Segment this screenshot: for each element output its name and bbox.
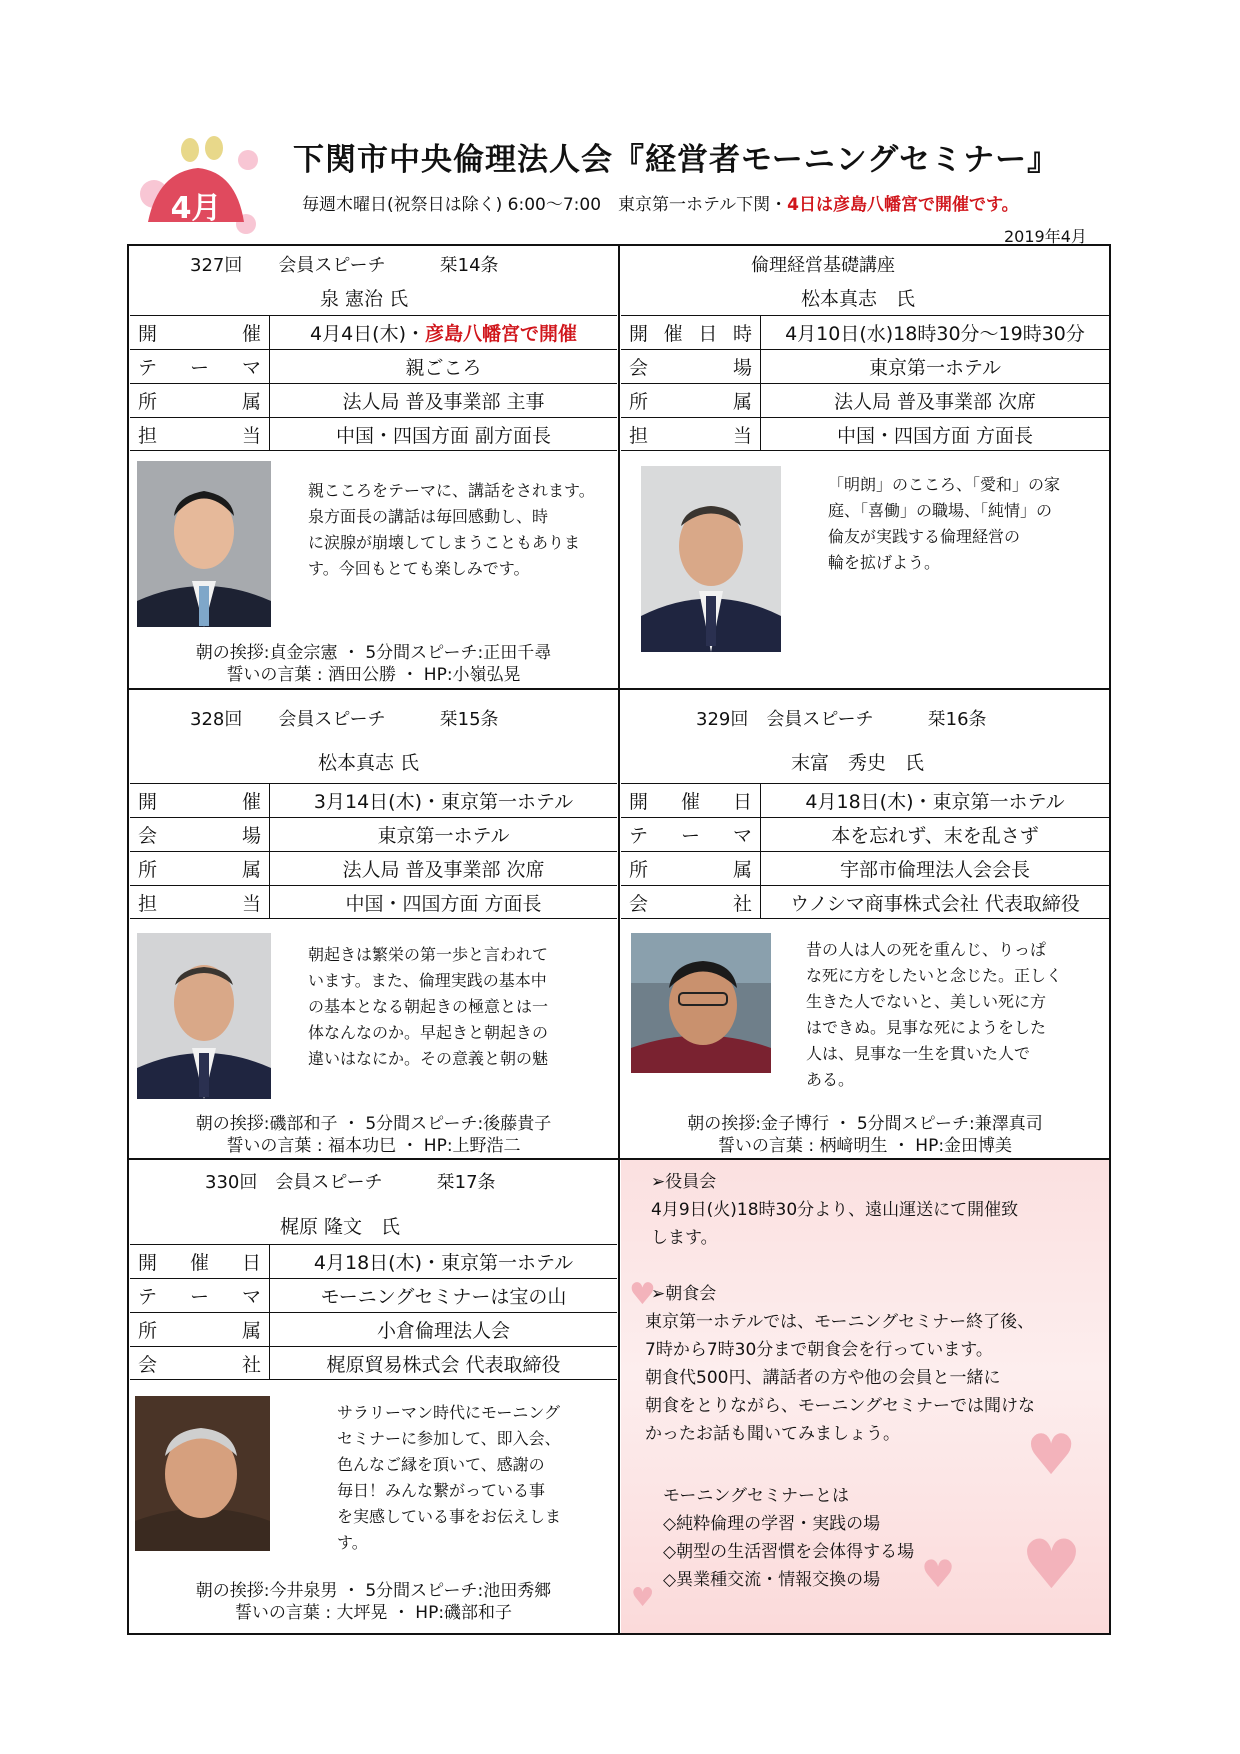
seminar-327 — [130, 246, 617, 688]
info-row — [130, 315, 617, 349]
info-row — [130, 1346, 617, 1380]
info-value: モーニングセミナーは宝の山 — [320, 1286, 567, 1308]
subtitle-main: 毎週木曜日(祝祭日は除く) 6:00～7:00 東京第一ホテル下関・ — [302, 195, 788, 215]
info-value: 中国・四国方面 副方面長 — [335, 424, 552, 447]
info-value: 4月18日(木)・東京第一ホテル — [313, 1252, 574, 1274]
info-value: 小倉倫理法人会 — [376, 1320, 510, 1342]
seminar-329 — [621, 690, 1109, 1158]
speaker-photo — [137, 933, 271, 1099]
speaker-name: 松本真志 氏 — [318, 752, 420, 774]
info-label: 会 場 — [130, 818, 270, 851]
info-value: 東京第一ホテル — [377, 825, 510, 847]
info-label: 所 属 — [130, 384, 270, 417]
issue-date: 2019年4月 — [1004, 227, 1087, 246]
info-row — [621, 383, 1109, 417]
roles-footer: 朝の挨拶:磯部和子 ・ 5分間スピーチ:後藤貴子 誓いの言葉 : 福本功巳 ・ HP:上野浩二 — [195, 1114, 552, 1156]
info-value: 法人局 普及事業部 主事 — [342, 391, 545, 413]
info-row — [130, 783, 617, 817]
seminar-description: 「明朗」のこころ、「愛和」の家 庭、「喜働」の職場、「純情」の 倫友が実践する倫理経営の 輪を拡げよう。 — [828, 475, 1061, 572]
info-label: 開 催 日 — [130, 1245, 270, 1278]
ms-title: モーニングセミナーとは — [663, 1486, 849, 1506]
info-label: 開 催 — [130, 316, 270, 349]
info-value: 中国・四国方面 方面長 — [836, 424, 1034, 447]
info-table — [130, 783, 617, 919]
speaker-photo — [135, 1396, 270, 1551]
roles-footer: 朝の挨拶:金子博行 ・ 5分間スピーチ:兼澤真司 誓いの言葉 : 柄﨑明生 ・ HP:金田博美 — [687, 1114, 1043, 1156]
info-label: 会 社 — [130, 1347, 270, 1379]
seminar-328 — [130, 690, 617, 1158]
seminar-description: 昔の人は人の死を重んじ、りっぱ な死に方をしたいと念じた。正しく 生きた人でないと、美しい死に方 はできぬ。見事な死にようをした 人は、見事な一生を貫いた人で ある。 — [806, 940, 1063, 1089]
info-row — [621, 315, 1109, 349]
info-value: 宇部市倫理法人会会長 — [839, 859, 1030, 881]
heart-icon: ♥ — [1021, 1526, 1082, 1605]
info-label: 所 属 — [621, 852, 761, 885]
seminar-description: 朝起きは繁栄の第一歩と言われて います。また、倫理実践の基本中 の基本となる朝起きの極意とは一 体なんなのか。早起きと朝起きの 違いはなにか。その意義と朝の魅 — [308, 945, 549, 1068]
heart-icon: ♥ — [631, 1583, 655, 1613]
seminar-header: 倫理経営基礎講座 — [751, 255, 895, 276]
info-label: テ ー マ — [130, 350, 270, 383]
info-label: テ ー マ — [621, 818, 761, 851]
roles-footer: 朝の挨拶:今井泉男 ・ 5分間スピーチ:池田秀郷 誓いの言葉 : 大坪晃 ・ HP:磯部和子 — [195, 1581, 552, 1623]
info-row — [130, 885, 617, 919]
info-label: 会 場 — [621, 350, 761, 383]
heart-icon: ♥ — [921, 1552, 956, 1596]
grid-divider — [618, 244, 620, 1635]
speaker-photo — [641, 466, 781, 652]
info-value: 親ごころ — [405, 357, 482, 379]
info-value: 東京第一ホテル — [868, 357, 1002, 379]
seminar-330 — [130, 1160, 617, 1633]
info-label: 担 当 — [130, 886, 270, 918]
page-title: 下関市中央倫理法人会『経営者モーニングセミナー』 — [293, 142, 1060, 178]
info-row — [621, 817, 1109, 851]
info-value: 4月4日(木)・彦島八幡宮で開催 — [309, 323, 578, 345]
info-label: 所 属 — [130, 852, 270, 885]
speaker-name: 松本真志 氏 — [801, 288, 916, 310]
notice-panel — [621, 1160, 1109, 1633]
info-value: 本を忘れず、末を乱さず — [831, 825, 1039, 847]
info-row — [621, 783, 1109, 817]
logo-month: 4月 — [170, 191, 222, 226]
info-row — [621, 349, 1109, 383]
info-label: 所 属 — [130, 1313, 270, 1346]
info-row — [621, 885, 1109, 919]
info-label: 所 属 — [621, 384, 761, 417]
ms-list: ◇純粋倫理の学習・実践の場 ◇朝型の生活習慣を会体得する場 ◇異業種交流・情報交換の場 — [663, 1514, 915, 1590]
subtitle-highlight: 4日は彦島八幡宮で開催です。 — [787, 195, 1019, 215]
info-label: 会 社 — [621, 886, 761, 918]
info-value: 4月18日(木)・東京第一ホテル — [805, 791, 1065, 813]
info-table — [130, 315, 617, 451]
basic-course — [621, 246, 1109, 688]
info-row — [130, 1312, 617, 1346]
speaker-name: 末富 秀史 氏 — [791, 752, 925, 774]
info-value: 梶原貿易株式会 代表取締役 — [326, 1353, 561, 1376]
april-logo — [128, 132, 272, 240]
speaker-photo — [137, 461, 271, 627]
subtitle — [302, 190, 1019, 215]
seminar-header: 330回 会員スピーチ 栞17条 — [205, 1172, 496, 1193]
info-row — [130, 1278, 617, 1312]
heart-icon: ♥ — [629, 1277, 656, 1312]
info-value: 法人局 普及事業部 次席 — [342, 859, 545, 881]
choshoku-text: 東京第一ホテルでは、モーニングセミナー終了後、 7時から7時30分まで朝食会を行っています。 朝食代500円、講話者の方や他の会員と一緒に 朝食をとりながら、モーニングセミナーでは聞けな かったお話も聞いてみましょう。 — [645, 1312, 1035, 1444]
info-value: ウノシマ商事株式会社 代表取締役 — [790, 892, 1080, 915]
yakuin-text: 4月9日(火)18時30分より、遠山運送にて開催致 します。 — [651, 1200, 1019, 1248]
info-label: 開 催 — [130, 784, 270, 817]
info-row — [130, 349, 617, 383]
info-row — [130, 1244, 617, 1278]
seminar-header: 329回 会員スピーチ 栞16条 — [696, 709, 987, 730]
info-label: 担 当 — [621, 418, 761, 450]
speaker-name: 泉 憲治 氏 — [320, 288, 409, 310]
info-row — [621, 417, 1109, 451]
info-label: テ ー マ — [130, 1279, 270, 1312]
info-row — [621, 851, 1109, 885]
yakuin-title: ➢役員会 — [651, 1172, 717, 1192]
info-label: 担 当 — [130, 418, 270, 450]
roles-footer: 朝の挨拶:貞金宗憲 ・ 5分間スピーチ:正田千尋 誓いの言葉 : 酒田公勝 ・ HP:小嶺弘晃 — [195, 643, 552, 685]
info-row — [130, 817, 617, 851]
seminar-header: 327回 会員スピーチ 栞14条 — [190, 255, 499, 276]
info-row — [130, 383, 617, 417]
info-row — [130, 417, 617, 451]
info-table — [130, 1244, 617, 1380]
info-table — [621, 315, 1109, 451]
seminar-description: 親こころをテーマに、講話をされます。 泉方面長の講話は毎回感動し、時 に涙腺が崩壊してしまうこともありま す。今回もとても楽しみです。 — [308, 481, 595, 578]
info-value: 法人局 普及事業部 次席 — [833, 391, 1037, 413]
info-label: 開 催 日 — [621, 784, 761, 817]
heart-icon: ♥ — [1026, 1423, 1077, 1488]
info-value: 4月10日(水)18時30分～19時30分 — [785, 323, 1085, 345]
speaker-photo — [631, 933, 771, 1073]
info-table — [621, 783, 1109, 919]
info-row — [130, 851, 617, 885]
speaker-name: 梶原 隆文 氏 — [280, 1216, 401, 1238]
info-label: 開 催 日 時 — [621, 316, 761, 349]
info-value: 中国・四国方面 方面長 — [345, 892, 542, 915]
seminar-header: 328回 会員スピーチ 栞15条 — [190, 709, 499, 730]
seminar-description: サラリーマン時代にモーニング セミナーに参加して、即入会、 色んなご縁を頂いて、感謝の 毎日！みんな繋がっている事 を実感している事をお伝えしま す。 — [337, 1403, 562, 1552]
info-value: 3月14日(木)・東京第一ホテル — [313, 791, 574, 813]
choshoku-title: ➢朝食会 — [651, 1284, 717, 1304]
